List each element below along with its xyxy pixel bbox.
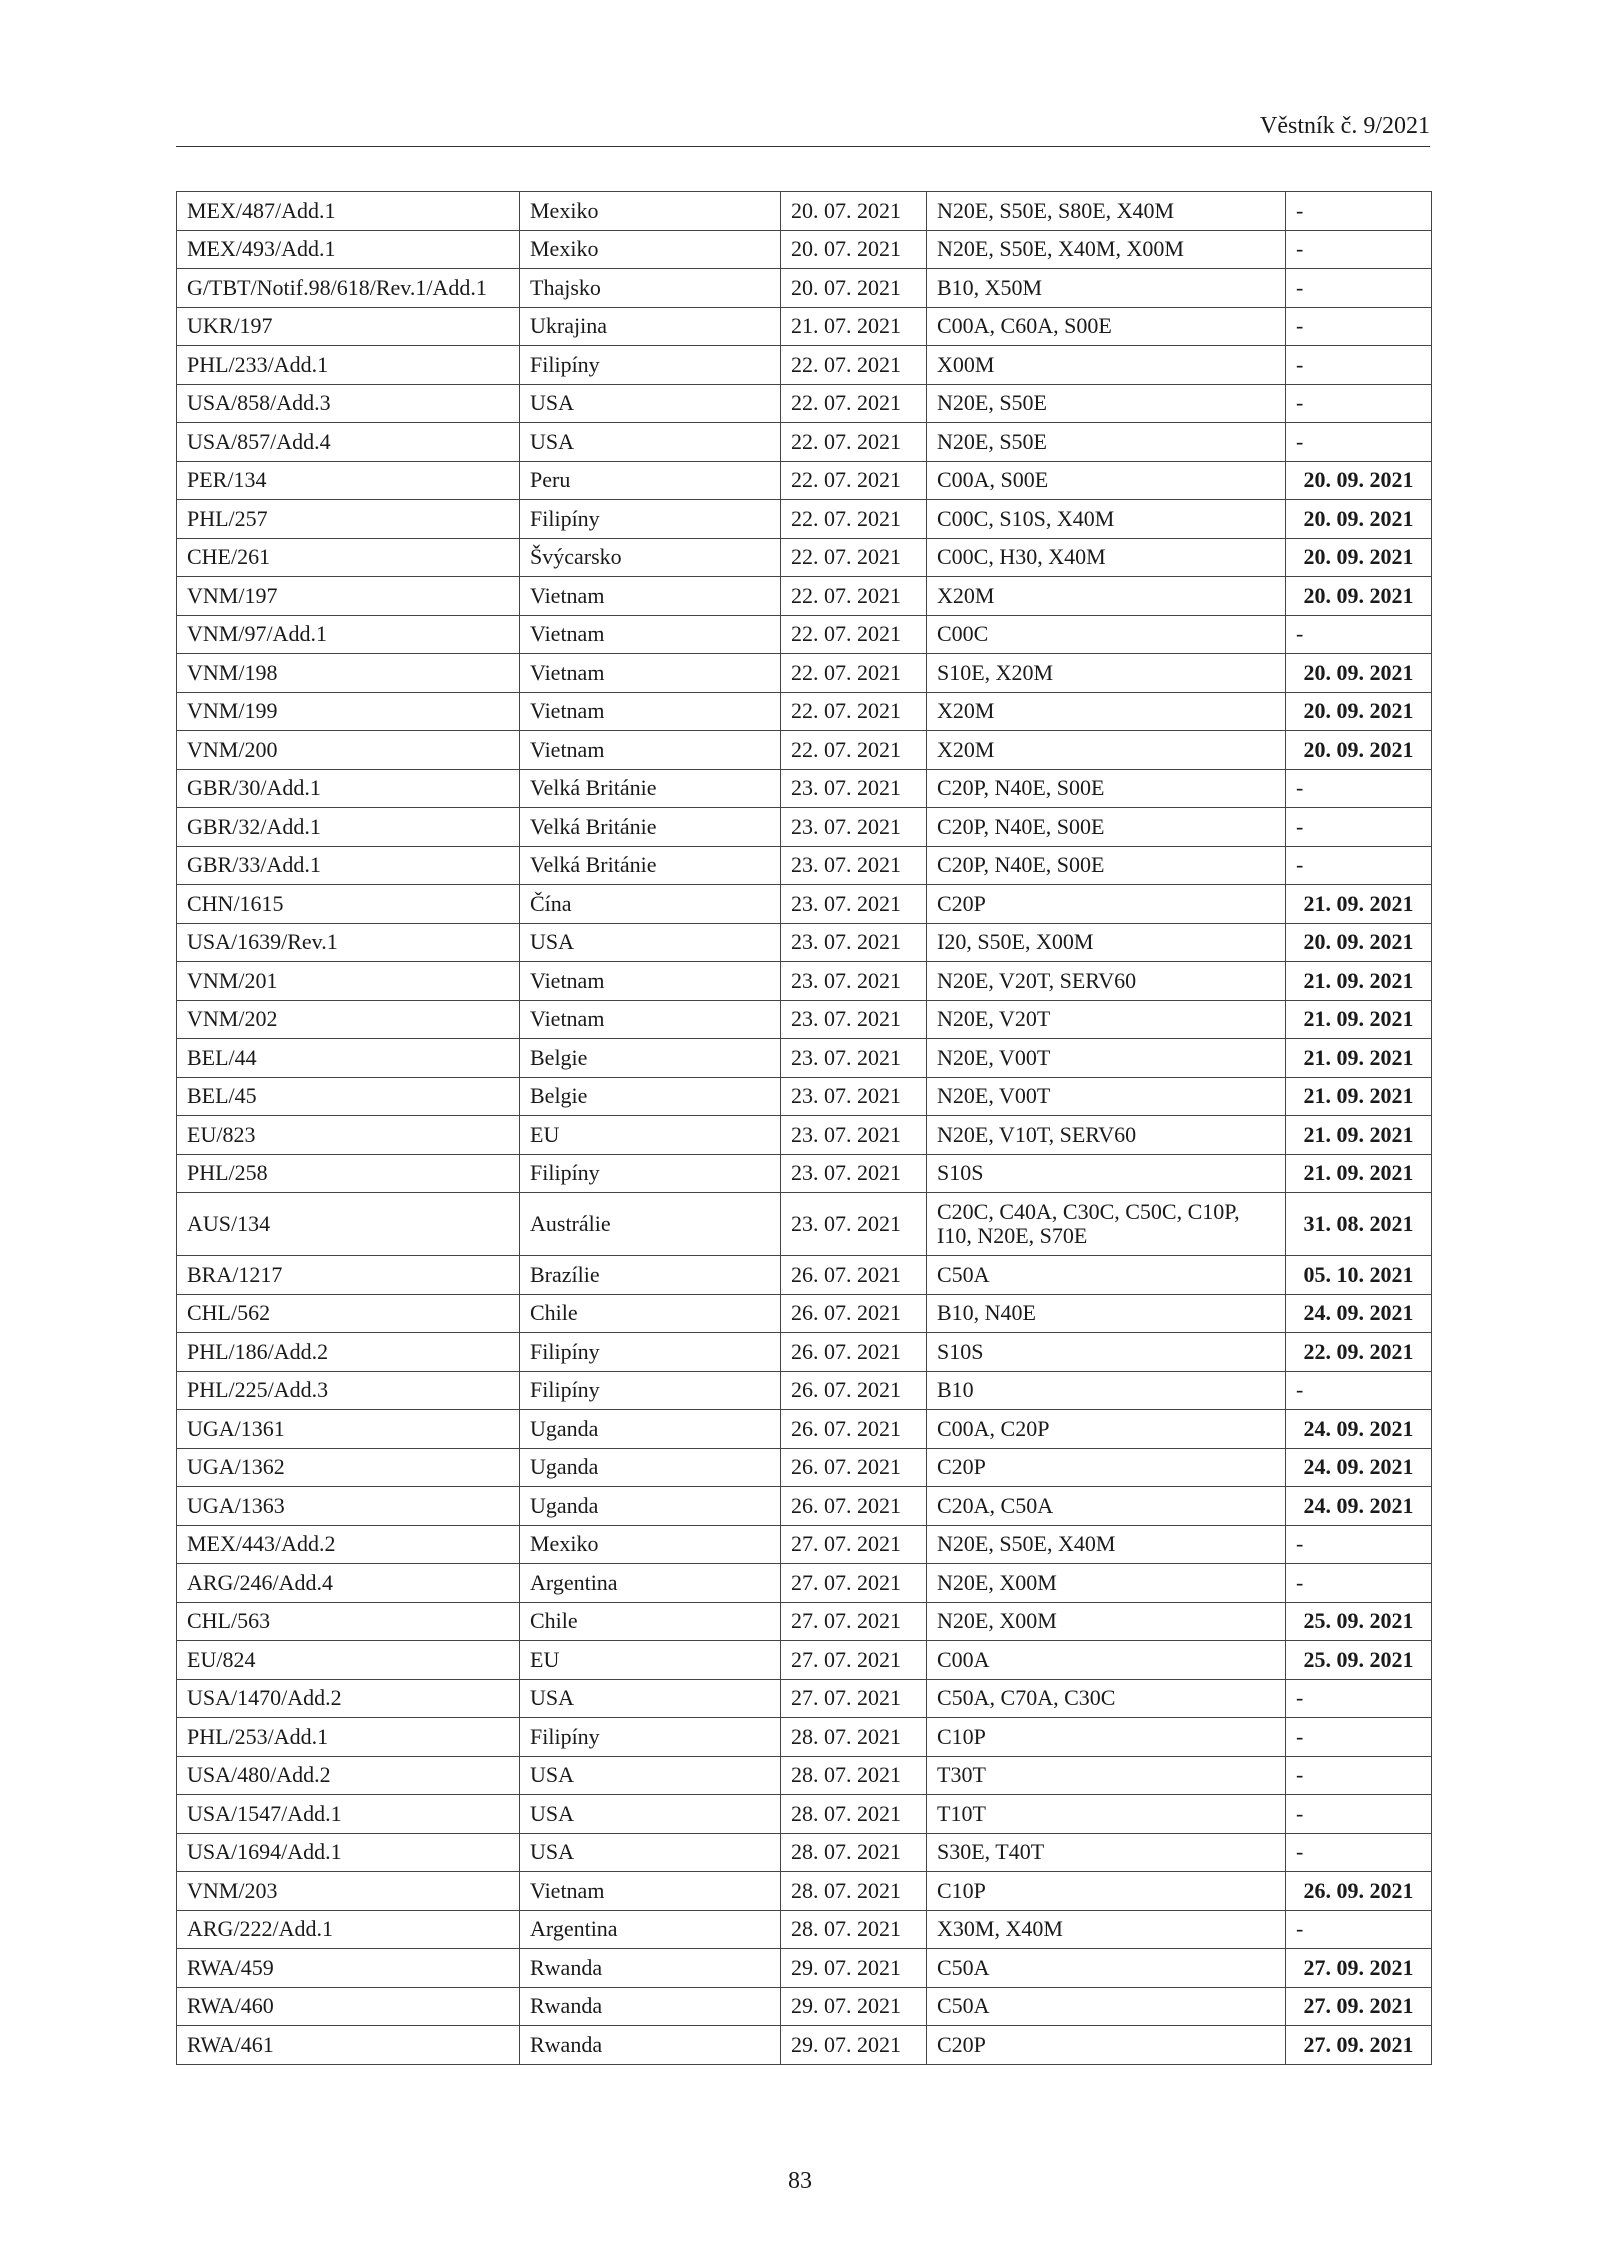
cell-deadline: - <box>1286 1564 1432 1603</box>
cell-country: USA <box>520 1795 781 1834</box>
cell-deadline: 20. 09. 2021 <box>1286 731 1432 770</box>
cell-date: 26. 07. 2021 <box>781 1371 927 1410</box>
cell-symbol: USA/1547/Add.1 <box>177 1795 520 1834</box>
table-row <box>177 307 1432 346</box>
table-row <box>177 423 1432 462</box>
cell-country: Vietnam <box>520 731 781 770</box>
cell-symbol: UGA/1362 <box>177 1448 520 1487</box>
cell-country: EU <box>520 1116 781 1155</box>
table-row <box>177 1910 1432 1949</box>
cell-country: USA <box>520 384 781 423</box>
table-row <box>177 1718 1432 1757</box>
cell-codes: I20, S50E, X00M <box>927 923 1286 962</box>
cell-date: 22. 07. 2021 <box>781 461 927 500</box>
table-row <box>177 1000 1432 1039</box>
cell-codes: N20E, V00T <box>927 1077 1286 1116</box>
cell-deadline: 20. 09. 2021 <box>1286 538 1432 577</box>
table-row <box>177 1333 1432 1372</box>
table-row <box>177 1949 1432 1988</box>
cell-date: 22. 07. 2021 <box>781 346 927 385</box>
cell-date: 23. 07. 2021 <box>781 846 927 885</box>
cell-deadline: 25. 09. 2021 <box>1286 1602 1432 1641</box>
cell-symbol: RWA/461 <box>177 2026 520 2065</box>
cell-symbol: PHL/258 <box>177 1154 520 1193</box>
cell-country: Chile <box>520 1602 781 1641</box>
cell-date: 28. 07. 2021 <box>781 1718 927 1757</box>
cell-country: Mexiko <box>520 192 781 231</box>
cell-deadline: - <box>1286 1910 1432 1949</box>
cell-symbol: GBR/33/Add.1 <box>177 846 520 885</box>
cell-deadline: 05. 10. 2021 <box>1286 1256 1432 1295</box>
cell-symbol: UKR/197 <box>177 307 520 346</box>
cell-deadline: - <box>1286 615 1432 654</box>
cell-country: Velká Británie <box>520 808 781 847</box>
table-row <box>177 1872 1432 1911</box>
table-row <box>177 1448 1432 1487</box>
cell-codes: C20P, N40E, S00E <box>927 769 1286 808</box>
cell-country: Filipíny <box>520 1333 781 1372</box>
cell-date: 23. 07. 2021 <box>781 1039 927 1078</box>
cell-date: 27. 07. 2021 <box>781 1602 927 1641</box>
cell-date: 22. 07. 2021 <box>781 615 927 654</box>
cell-codes: C50A <box>927 1949 1286 1988</box>
cell-symbol: VNM/97/Add.1 <box>177 615 520 654</box>
table-row <box>177 1525 1432 1564</box>
cell-country: Mexiko <box>520 1525 781 1564</box>
table-row <box>177 1077 1432 1116</box>
table-row <box>177 1795 1432 1834</box>
cell-deadline: - <box>1286 192 1432 231</box>
table-row <box>177 269 1432 308</box>
cell-codes: N20E, X00M <box>927 1564 1286 1603</box>
cell-deadline: 27. 09. 2021 <box>1286 1987 1432 2026</box>
cell-deadline: - <box>1286 1371 1432 1410</box>
cell-deadline: 21. 09. 2021 <box>1286 962 1432 1001</box>
table-row <box>177 808 1432 847</box>
cell-symbol: VNM/198 <box>177 654 520 693</box>
cell-country: Rwanda <box>520 1949 781 1988</box>
cell-date: 26. 07. 2021 <box>781 1333 927 1372</box>
cell-date: 22. 07. 2021 <box>781 654 927 693</box>
cell-codes: T10T <box>927 1795 1286 1834</box>
cell-country: Peru <box>520 461 781 500</box>
cell-country: USA <box>520 923 781 962</box>
cell-deadline: 20. 09. 2021 <box>1286 577 1432 616</box>
cell-symbol: RWA/460 <box>177 1987 520 2026</box>
cell-symbol: GBR/30/Add.1 <box>177 769 520 808</box>
cell-date: 20. 07. 2021 <box>781 230 927 269</box>
table-row <box>177 500 1432 539</box>
cell-codes: C00A, C60A, S00E <box>927 307 1286 346</box>
cell-codes: C50A <box>927 1987 1286 2026</box>
cell-deadline: 21. 09. 2021 <box>1286 1077 1432 1116</box>
notifications-table <box>176 191 1432 2065</box>
cell-country: Velká Británie <box>520 846 781 885</box>
cell-deadline: - <box>1286 269 1432 308</box>
cell-symbol: MEX/443/Add.2 <box>177 1525 520 1564</box>
table-row <box>177 885 1432 924</box>
cell-country: Uganda <box>520 1410 781 1449</box>
cell-codes: N20E, V20T <box>927 1000 1286 1039</box>
cell-deadline: 25. 09. 2021 <box>1286 1641 1432 1680</box>
cell-date: 22. 07. 2021 <box>781 692 927 731</box>
cell-country: Vietnam <box>520 1000 781 1039</box>
cell-symbol: VNM/197 <box>177 577 520 616</box>
cell-codes: N20E, S50E, S80E, X40M <box>927 192 1286 231</box>
cell-symbol: EU/824 <box>177 1641 520 1680</box>
cell-codes: C10P <box>927 1718 1286 1757</box>
cell-date: 27. 07. 2021 <box>781 1525 927 1564</box>
table-row <box>177 846 1432 885</box>
cell-codes: C20P, N40E, S00E <box>927 846 1286 885</box>
cell-date: 23. 07. 2021 <box>781 808 927 847</box>
cell-codes: C20P <box>927 885 1286 924</box>
cell-codes: C00A, S00E <box>927 461 1286 500</box>
table-row <box>177 1116 1432 1155</box>
table-row <box>177 346 1432 385</box>
table-row <box>177 1641 1432 1680</box>
cell-symbol: PHL/233/Add.1 <box>177 346 520 385</box>
cell-symbol: CHN/1615 <box>177 885 520 924</box>
cell-deadline: 20. 09. 2021 <box>1286 692 1432 731</box>
cell-country: Uganda <box>520 1448 781 1487</box>
cell-symbol: EU/823 <box>177 1116 520 1155</box>
cell-codes: N20E, S50E <box>927 384 1286 423</box>
table-row <box>177 962 1432 1001</box>
table-row <box>177 1410 1432 1449</box>
cell-codes: N20E, S50E <box>927 423 1286 462</box>
table-row <box>177 1039 1432 1078</box>
cell-date: 20. 07. 2021 <box>781 192 927 231</box>
page-header <box>176 112 1430 147</box>
cell-country: USA <box>520 423 781 462</box>
cell-deadline: 20. 09. 2021 <box>1286 461 1432 500</box>
cell-country: Vietnam <box>520 692 781 731</box>
cell-symbol: PER/134 <box>177 461 520 500</box>
cell-deadline: 21. 09. 2021 <box>1286 885 1432 924</box>
table-row <box>177 769 1432 808</box>
cell-symbol: PHL/253/Add.1 <box>177 1718 520 1757</box>
cell-date: 23. 07. 2021 <box>781 962 927 1001</box>
cell-symbol: USA/480/Add.2 <box>177 1756 520 1795</box>
cell-deadline: 20. 09. 2021 <box>1286 500 1432 539</box>
table-row <box>177 461 1432 500</box>
cell-deadline: 21. 09. 2021 <box>1286 1116 1432 1155</box>
cell-date: 26. 07. 2021 <box>781 1256 927 1295</box>
cell-date: 22. 07. 2021 <box>781 731 927 770</box>
cell-deadline: 24. 09. 2021 <box>1286 1410 1432 1449</box>
cell-country: EU <box>520 1641 781 1680</box>
cell-codes: N20E, S50E, X40M <box>927 1525 1286 1564</box>
cell-date: 28. 07. 2021 <box>781 1833 927 1872</box>
cell-codes: C50A <box>927 1256 1286 1295</box>
cell-deadline: 22. 09. 2021 <box>1286 1333 1432 1372</box>
cell-codes: S10E, X20M <box>927 654 1286 693</box>
table-row <box>177 1256 1432 1295</box>
cell-codes: B10 <box>927 1371 1286 1410</box>
cell-country: Chile <box>520 1294 781 1333</box>
cell-codes: N20E, V00T <box>927 1039 1286 1078</box>
cell-country: Filipíny <box>520 346 781 385</box>
table-row <box>177 1756 1432 1795</box>
cell-deadline: - <box>1286 808 1432 847</box>
cell-deadline: 24. 09. 2021 <box>1286 1448 1432 1487</box>
cell-deadline: 27. 09. 2021 <box>1286 2026 1432 2065</box>
cell-date: 29. 07. 2021 <box>781 1949 927 1988</box>
table-row <box>177 538 1432 577</box>
cell-symbol: VNM/200 <box>177 731 520 770</box>
cell-codes: X00M <box>927 346 1286 385</box>
table-row <box>177 1679 1432 1718</box>
cell-symbol: CHL/563 <box>177 1602 520 1641</box>
cell-codes: X20M <box>927 731 1286 770</box>
cell-country: USA <box>520 1833 781 1872</box>
cell-date: 23. 07. 2021 <box>781 1116 927 1155</box>
cell-codes: C00A <box>927 1641 1286 1680</box>
cell-codes: S10S <box>927 1154 1286 1193</box>
cell-country: Filipíny <box>520 1371 781 1410</box>
table-row <box>177 615 1432 654</box>
cell-date: 28. 07. 2021 <box>781 1756 927 1795</box>
cell-deadline: - <box>1286 346 1432 385</box>
cell-codes: C00C, H30, X40M <box>927 538 1286 577</box>
cell-country: Vietnam <box>520 615 781 654</box>
cell-date: 29. 07. 2021 <box>781 2026 927 2065</box>
cell-country: Filipíny <box>520 1718 781 1757</box>
cell-deadline: - <box>1286 1525 1432 1564</box>
cell-date: 23. 07. 2021 <box>781 923 927 962</box>
cell-date: 23. 07. 2021 <box>781 1077 927 1116</box>
table-row <box>177 692 1432 731</box>
cell-symbol: MEX/487/Add.1 <box>177 192 520 231</box>
cell-deadline: - <box>1286 384 1432 423</box>
cell-country: Belgie <box>520 1039 781 1078</box>
cell-date: 23. 07. 2021 <box>781 1000 927 1039</box>
cell-symbol: USA/1639/Rev.1 <box>177 923 520 962</box>
cell-symbol: MEX/493/Add.1 <box>177 230 520 269</box>
cell-deadline: 20. 09. 2021 <box>1286 923 1432 962</box>
cell-symbol: BEL/45 <box>177 1077 520 1116</box>
cell-codes: C50A, C70A, C30C <box>927 1679 1286 1718</box>
cell-symbol: USA/1694/Add.1 <box>177 1833 520 1872</box>
cell-date: 22. 07. 2021 <box>781 577 927 616</box>
table-row <box>177 923 1432 962</box>
cell-date: 28. 07. 2021 <box>781 1872 927 1911</box>
table-row <box>177 384 1432 423</box>
cell-country: Vietnam <box>520 654 781 693</box>
cell-date: 27. 07. 2021 <box>781 1679 927 1718</box>
cell-country: Rwanda <box>520 1987 781 2026</box>
table-row <box>177 1602 1432 1641</box>
cell-country: USA <box>520 1756 781 1795</box>
table-row <box>177 1833 1432 1872</box>
cell-codes: C20P, N40E, S00E <box>927 808 1286 847</box>
table-row <box>177 1371 1432 1410</box>
cell-symbol: RWA/459 <box>177 1949 520 1988</box>
cell-symbol: VNM/201 <box>177 962 520 1001</box>
cell-symbol: VNM/203 <box>177 1872 520 1911</box>
cell-codes: N20E, V10T, SERV60 <box>927 1116 1286 1155</box>
cell-symbol: USA/858/Add.3 <box>177 384 520 423</box>
table-row <box>177 1564 1432 1603</box>
cell-date: 20. 07. 2021 <box>781 269 927 308</box>
cell-deadline: 21. 09. 2021 <box>1286 1039 1432 1078</box>
cell-country: Vietnam <box>520 577 781 616</box>
cell-deadline: 26. 09. 2021 <box>1286 1872 1432 1911</box>
cell-date: 26. 07. 2021 <box>781 1410 927 1449</box>
cell-symbol: PHL/257 <box>177 500 520 539</box>
table-row <box>177 2026 1432 2065</box>
cell-country: Brazílie <box>520 1256 781 1295</box>
cell-codes: C20C, C40A, C30C, C50C, C10P, I10, N20E, S70E <box>927 1193 1286 1256</box>
cell-codes: B10, X50M <box>927 269 1286 308</box>
table-row <box>177 654 1432 693</box>
cell-symbol: UGA/1363 <box>177 1487 520 1526</box>
cell-deadline: 27. 09. 2021 <box>1286 1949 1432 1988</box>
cell-deadline: - <box>1286 846 1432 885</box>
page-number: 83 <box>788 2168 812 2194</box>
cell-symbol: BEL/44 <box>177 1039 520 1078</box>
cell-date: 22. 07. 2021 <box>781 538 927 577</box>
cell-country: Ukrajina <box>520 307 781 346</box>
cell-codes: C20P <box>927 2026 1286 2065</box>
cell-date: 23. 07. 2021 <box>781 1154 927 1193</box>
cell-codes: S10S <box>927 1333 1286 1372</box>
cell-country: Belgie <box>520 1077 781 1116</box>
table-row <box>177 1487 1432 1526</box>
cell-symbol: USA/1470/Add.2 <box>177 1679 520 1718</box>
table-row <box>177 1154 1432 1193</box>
cell-symbol: ARG/246/Add.4 <box>177 1564 520 1603</box>
cell-symbol: PHL/186/Add.2 <box>177 1333 520 1372</box>
cell-date: 27. 07. 2021 <box>781 1641 927 1680</box>
cell-date: 26. 07. 2021 <box>781 1294 927 1333</box>
cell-symbol: VNM/202 <box>177 1000 520 1039</box>
cell-country: Austrálie <box>520 1193 781 1256</box>
cell-deadline: 24. 09. 2021 <box>1286 1294 1432 1333</box>
cell-deadline: 21. 09. 2021 <box>1286 1154 1432 1193</box>
table-row <box>177 1987 1432 2026</box>
cell-symbol: AUS/134 <box>177 1193 520 1256</box>
cell-codes: N20E, V20T, SERV60 <box>927 962 1286 1001</box>
cell-deadline: - <box>1286 230 1432 269</box>
cell-deadline: - <box>1286 1718 1432 1757</box>
cell-deadline: - <box>1286 1795 1432 1834</box>
cell-codes: C00C <box>927 615 1286 654</box>
table-row <box>177 577 1432 616</box>
cell-codes: X20M <box>927 577 1286 616</box>
cell-deadline: - <box>1286 1679 1432 1718</box>
cell-country: Švýcarsko <box>520 538 781 577</box>
cell-country: Thajsko <box>520 269 781 308</box>
cell-date: 26. 07. 2021 <box>781 1448 927 1487</box>
cell-codes: C10P <box>927 1872 1286 1911</box>
cell-country: Uganda <box>520 1487 781 1526</box>
cell-date: 23. 07. 2021 <box>781 769 927 808</box>
cell-date: 23. 07. 2021 <box>781 1193 927 1256</box>
cell-codes: N20E, S50E, X40M, X00M <box>927 230 1286 269</box>
cell-deadline: - <box>1286 1756 1432 1795</box>
cell-country: Mexiko <box>520 230 781 269</box>
cell-country: Čína <box>520 885 781 924</box>
cell-country: Argentina <box>520 1564 781 1603</box>
cell-date: 27. 07. 2021 <box>781 1564 927 1603</box>
cell-symbol: CHL/562 <box>177 1294 520 1333</box>
cell-symbol: ARG/222/Add.1 <box>177 1910 520 1949</box>
cell-codes: B10, N40E <box>927 1294 1286 1333</box>
cell-date: 28. 07. 2021 <box>781 1910 927 1949</box>
cell-symbol: PHL/225/Add.3 <box>177 1371 520 1410</box>
table-row <box>177 1193 1432 1256</box>
table-row <box>177 230 1432 269</box>
notifications-table-body <box>177 192 1432 2065</box>
journal-title: Věstník č. 9/2021 <box>1260 113 1430 139</box>
cell-date: 23. 07. 2021 <box>781 885 927 924</box>
cell-date: 22. 07. 2021 <box>781 500 927 539</box>
cell-country: Vietnam <box>520 962 781 1001</box>
cell-deadline: - <box>1286 1833 1432 1872</box>
cell-date: 29. 07. 2021 <box>781 1987 927 2026</box>
table-row <box>177 731 1432 770</box>
cell-symbol: BRA/1217 <box>177 1256 520 1295</box>
cell-country: Filipíny <box>520 500 781 539</box>
cell-country: Rwanda <box>520 2026 781 2065</box>
cell-codes: C00C, S10S, X40M <box>927 500 1286 539</box>
cell-symbol: G/TBT/Notif.98/618/Rev.1/Add.1 <box>177 269 520 308</box>
cell-codes: X30M, X40M <box>927 1910 1286 1949</box>
table-row <box>177 192 1432 231</box>
cell-symbol: GBR/32/Add.1 <box>177 808 520 847</box>
cell-deadline: - <box>1286 423 1432 462</box>
cell-deadline: 31. 08. 2021 <box>1286 1193 1432 1256</box>
cell-date: 28. 07. 2021 <box>781 1795 927 1834</box>
cell-codes: C00A, C20P <box>927 1410 1286 1449</box>
cell-date: 22. 07. 2021 <box>781 384 927 423</box>
cell-symbol: CHE/261 <box>177 538 520 577</box>
cell-deadline: 21. 09. 2021 <box>1286 1000 1432 1039</box>
cell-date: 26. 07. 2021 <box>781 1487 927 1526</box>
cell-deadline: 24. 09. 2021 <box>1286 1487 1432 1526</box>
cell-country: Filipíny <box>520 1154 781 1193</box>
cell-symbol: UGA/1361 <box>177 1410 520 1449</box>
cell-country: Argentina <box>520 1910 781 1949</box>
cell-country: USA <box>520 1679 781 1718</box>
cell-country: Vietnam <box>520 1872 781 1911</box>
cell-codes: C20P <box>927 1448 1286 1487</box>
cell-country: Velká Británie <box>520 769 781 808</box>
cell-symbol: USA/857/Add.4 <box>177 423 520 462</box>
cell-deadline: - <box>1286 307 1432 346</box>
cell-codes: T30T <box>927 1756 1286 1795</box>
cell-deadline: - <box>1286 769 1432 808</box>
cell-codes: X20M <box>927 692 1286 731</box>
table-row <box>177 1294 1432 1333</box>
cell-symbol: VNM/199 <box>177 692 520 731</box>
cell-date: 21. 07. 2021 <box>781 307 927 346</box>
cell-date: 22. 07. 2021 <box>781 423 927 462</box>
cell-codes: C20A, C50A <box>927 1487 1286 1526</box>
cell-codes: N20E, X00M <box>927 1602 1286 1641</box>
cell-codes: S30E, T40T <box>927 1833 1286 1872</box>
cell-deadline: 20. 09. 2021 <box>1286 654 1432 693</box>
